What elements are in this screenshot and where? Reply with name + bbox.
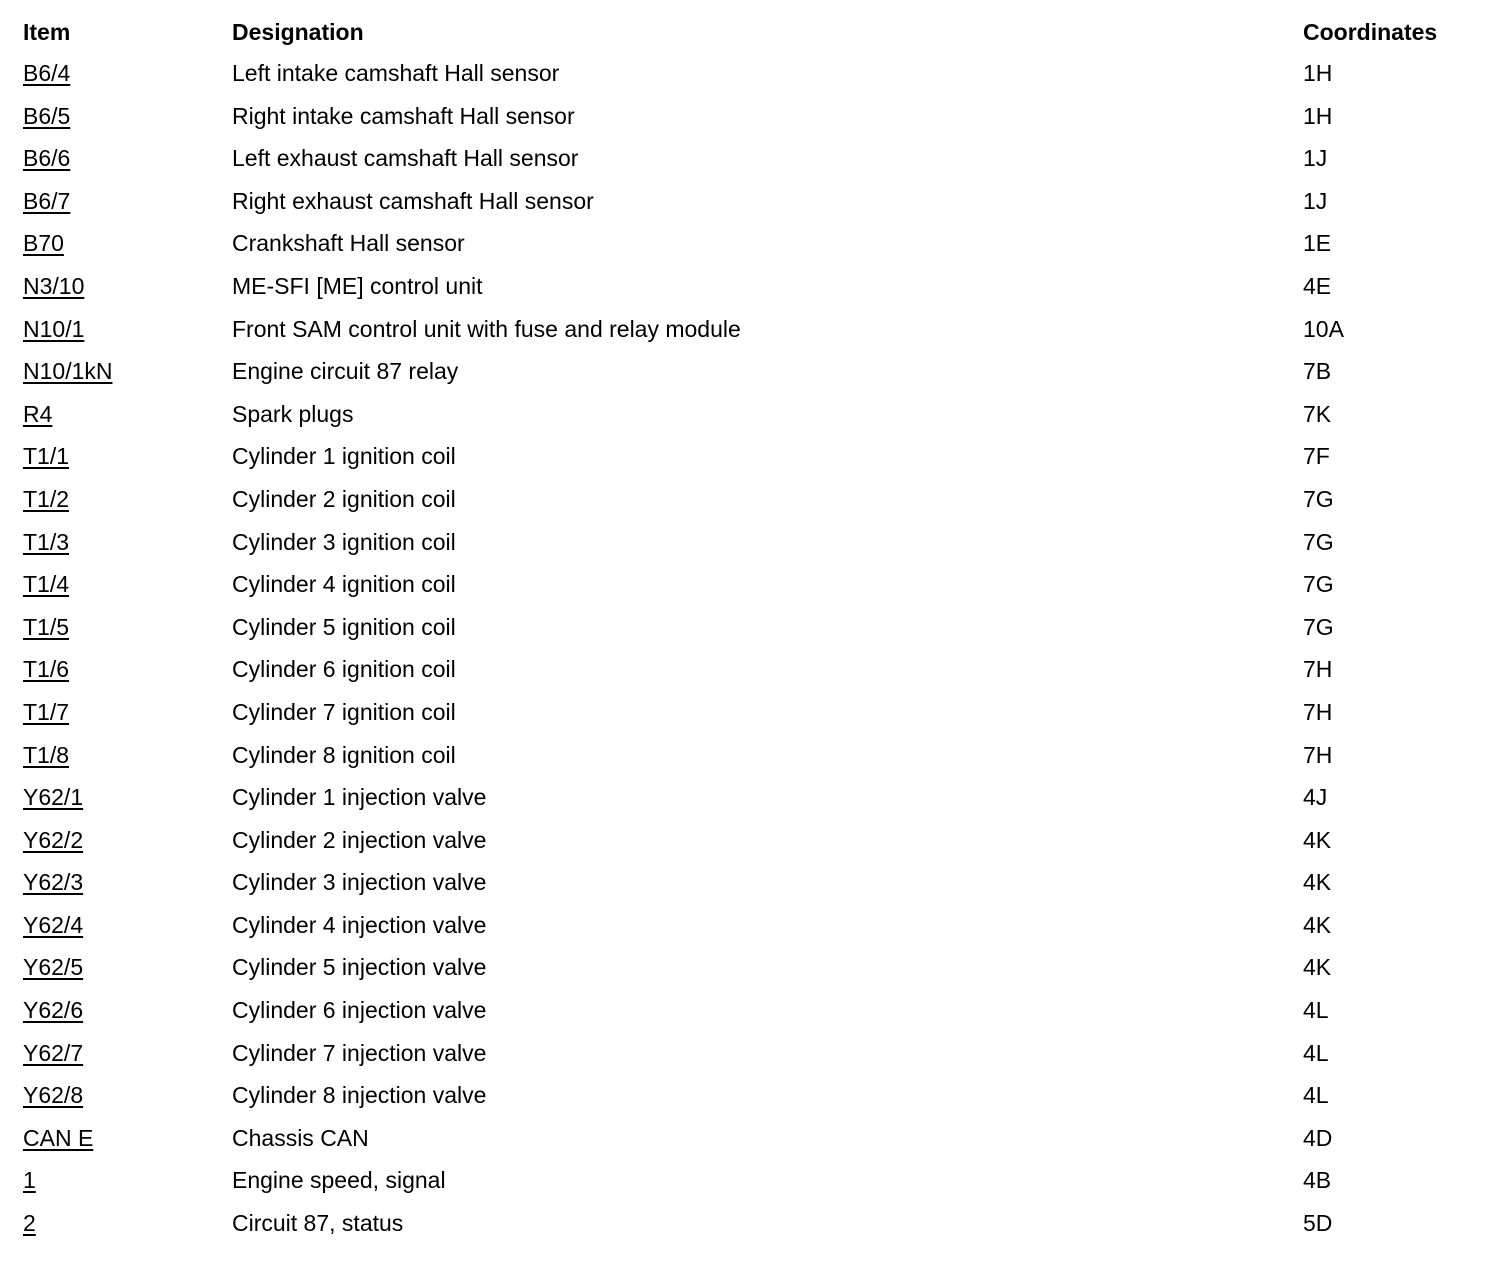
item-link[interactable]: T1/7: [23, 698, 70, 725]
item-link[interactable]: B6/6: [23, 145, 71, 172]
designation-cell: Right intake camshaft Hall sensor: [232, 102, 575, 129]
designation-cell: Circuit 87, status: [232, 1210, 404, 1237]
designation-cell: Chassis CAN: [232, 1124, 369, 1151]
item-link[interactable]: B6/5: [23, 102, 71, 129]
table-header: [0, 16, 1504, 49]
coordinates-column-header: Coordinates: [1303, 19, 1438, 45]
item-link[interactable]: CAN E: [23, 1124, 94, 1151]
item-link[interactable]: T1/3: [23, 528, 70, 555]
coordinates-cell: 4K: [1303, 869, 1332, 896]
table-row: [0, 563, 1504, 606]
item-link[interactable]: T1/6: [23, 656, 70, 683]
item-link[interactable]: N3/10: [23, 272, 85, 299]
coordinates-cell: 7H: [1303, 698, 1333, 725]
designation-cell: Right exhaust camshaft Hall sensor: [232, 187, 594, 214]
table-row: [0, 989, 1504, 1032]
coordinates-cell: 4L: [1303, 1039, 1329, 1066]
table-row: [0, 1032, 1504, 1075]
item-link[interactable]: T1/5: [23, 613, 70, 640]
item-link[interactable]: Y62/5: [23, 954, 84, 981]
coordinates-cell: 7H: [1303, 656, 1333, 683]
designation-cell: Cylinder 7 injection valve: [232, 1039, 487, 1066]
coordinates-cell: 4K: [1303, 826, 1332, 853]
designation-cell: Cylinder 5 ignition coil: [232, 613, 456, 640]
coordinates-cell: 4L: [1303, 997, 1329, 1024]
coordinates-cell: 1H: [1303, 60, 1333, 86]
item-column-header: Item: [23, 19, 71, 45]
item-link[interactable]: Y62/6: [23, 997, 84, 1024]
item-link[interactable]: 2: [23, 1210, 36, 1237]
table-row: [0, 734, 1504, 777]
coordinates-cell: 5D: [1303, 1210, 1333, 1237]
designation-column-header: Designation: [232, 19, 364, 45]
table-row: [0, 946, 1504, 989]
table-row: [0, 180, 1504, 223]
coordinates-cell: 4D: [1303, 1124, 1333, 1151]
table-row: [0, 904, 1504, 947]
coordinates-cell: 7H: [1303, 741, 1333, 768]
table-row: [0, 435, 1504, 478]
coordinates-cell: 4B: [1303, 1167, 1332, 1194]
table-row: [0, 350, 1504, 393]
designation-cell: Cylinder 1 ignition coil: [232, 443, 456, 470]
item-link[interactable]: T1/4: [23, 571, 70, 598]
table-row: [0, 137, 1504, 180]
coordinates-cell: 10A: [1303, 315, 1344, 342]
designation-cell: Cylinder 6 ignition coil: [232, 656, 456, 683]
table-row: [0, 1074, 1504, 1117]
table-row: [0, 222, 1504, 265]
table-row: [0, 265, 1504, 308]
item-link[interactable]: N10/1: [23, 315, 85, 342]
item-link[interactable]: R4: [23, 400, 53, 427]
coordinates-cell: 1E: [1303, 230, 1332, 257]
coordinates-cell: 7G: [1303, 571, 1334, 598]
table-row: [0, 393, 1504, 436]
table-row: [0, 691, 1504, 734]
designation-cell: Cylinder 1 injection valve: [232, 784, 487, 811]
coordinates-cell: 1J: [1303, 187, 1328, 214]
coordinates-cell: 7G: [1303, 528, 1334, 555]
table-row: [0, 1202, 1504, 1245]
table-row: [0, 861, 1504, 904]
item-link[interactable]: T1/1: [23, 443, 70, 470]
item-link[interactable]: B6/4: [23, 60, 71, 86]
table-row: [0, 648, 1504, 691]
coordinates-cell: 4K: [1303, 954, 1332, 981]
table-row: [0, 606, 1504, 649]
designation-cell: Cylinder 4 ignition coil: [232, 571, 456, 598]
table-row: [0, 776, 1504, 819]
item-link[interactable]: Y62/8: [23, 1082, 84, 1109]
coordinates-cell: 1H: [1303, 102, 1333, 129]
table-row: [0, 521, 1504, 564]
item-link[interactable]: N10/1kN: [23, 358, 113, 385]
designation-cell: Cylinder 3 ignition coil: [232, 528, 456, 555]
designation-cell: Cylinder 7 ignition coil: [232, 698, 456, 725]
coordinates-cell: 4K: [1303, 911, 1332, 938]
coordinates-cell: 4J: [1303, 784, 1328, 811]
designation-cell: Cylinder 2 ignition coil: [232, 485, 456, 512]
item-link[interactable]: Y62/7: [23, 1039, 84, 1066]
coordinates-cell: 1J: [1303, 145, 1328, 172]
item-link[interactable]: Y62/4: [23, 911, 84, 938]
table-row: [0, 308, 1504, 351]
designation-cell: Cylinder 4 injection valve: [232, 911, 487, 938]
coordinates-cell: 7B: [1303, 358, 1332, 385]
designation-cell: Cylinder 8 ignition coil: [232, 741, 456, 768]
item-link[interactable]: B70: [23, 230, 64, 257]
coordinates-cell: 4L: [1303, 1082, 1329, 1109]
designation-cell: Left exhaust camshaft Hall sensor: [232, 145, 579, 172]
item-link[interactable]: T1/8: [23, 741, 70, 768]
coordinates-cell: 4E: [1303, 272, 1332, 299]
item-link[interactable]: Y62/2: [23, 826, 84, 853]
table-row: [0, 95, 1504, 138]
designation-cell: Crankshaft Hall sensor: [232, 230, 465, 257]
designation-cell: Cylinder 5 injection valve: [232, 954, 487, 981]
item-link[interactable]: T1/2: [23, 485, 70, 512]
designation-cell: Engine speed, signal: [232, 1167, 446, 1194]
coordinates-cell: 7G: [1303, 485, 1334, 512]
coordinates-cell: 7F: [1303, 443, 1330, 470]
item-link[interactable]: Y62/3: [23, 869, 84, 896]
item-link[interactable]: 1: [23, 1167, 36, 1194]
table-row: [0, 1117, 1504, 1160]
designation-cell: ME-SFI [ME] control unit: [232, 272, 483, 299]
table-row: [0, 1159, 1504, 1202]
table-row: [0, 819, 1504, 862]
designation-cell: Spark plugs: [232, 400, 354, 427]
designation-cell: Engine circuit 87 relay: [232, 358, 459, 385]
coordinates-cell: 7G: [1303, 613, 1334, 640]
designation-cell: Cylinder 3 injection valve: [232, 869, 487, 896]
designation-cell: Left intake camshaft Hall sensor: [232, 60, 560, 86]
coordinates-cell: 7K: [1303, 400, 1332, 427]
item-link[interactable]: Y62/1: [23, 784, 84, 811]
item-link[interactable]: B6/7: [23, 187, 71, 214]
designation-cell: Cylinder 2 injection valve: [232, 826, 487, 853]
table-row: [0, 52, 1504, 95]
designation-cell: Front SAM control unit with fuse and relay module: [232, 315, 741, 342]
designation-cell: Cylinder 8 injection valve: [232, 1082, 487, 1109]
designation-cell: Cylinder 6 injection valve: [232, 997, 487, 1024]
table-row: [0, 478, 1504, 521]
